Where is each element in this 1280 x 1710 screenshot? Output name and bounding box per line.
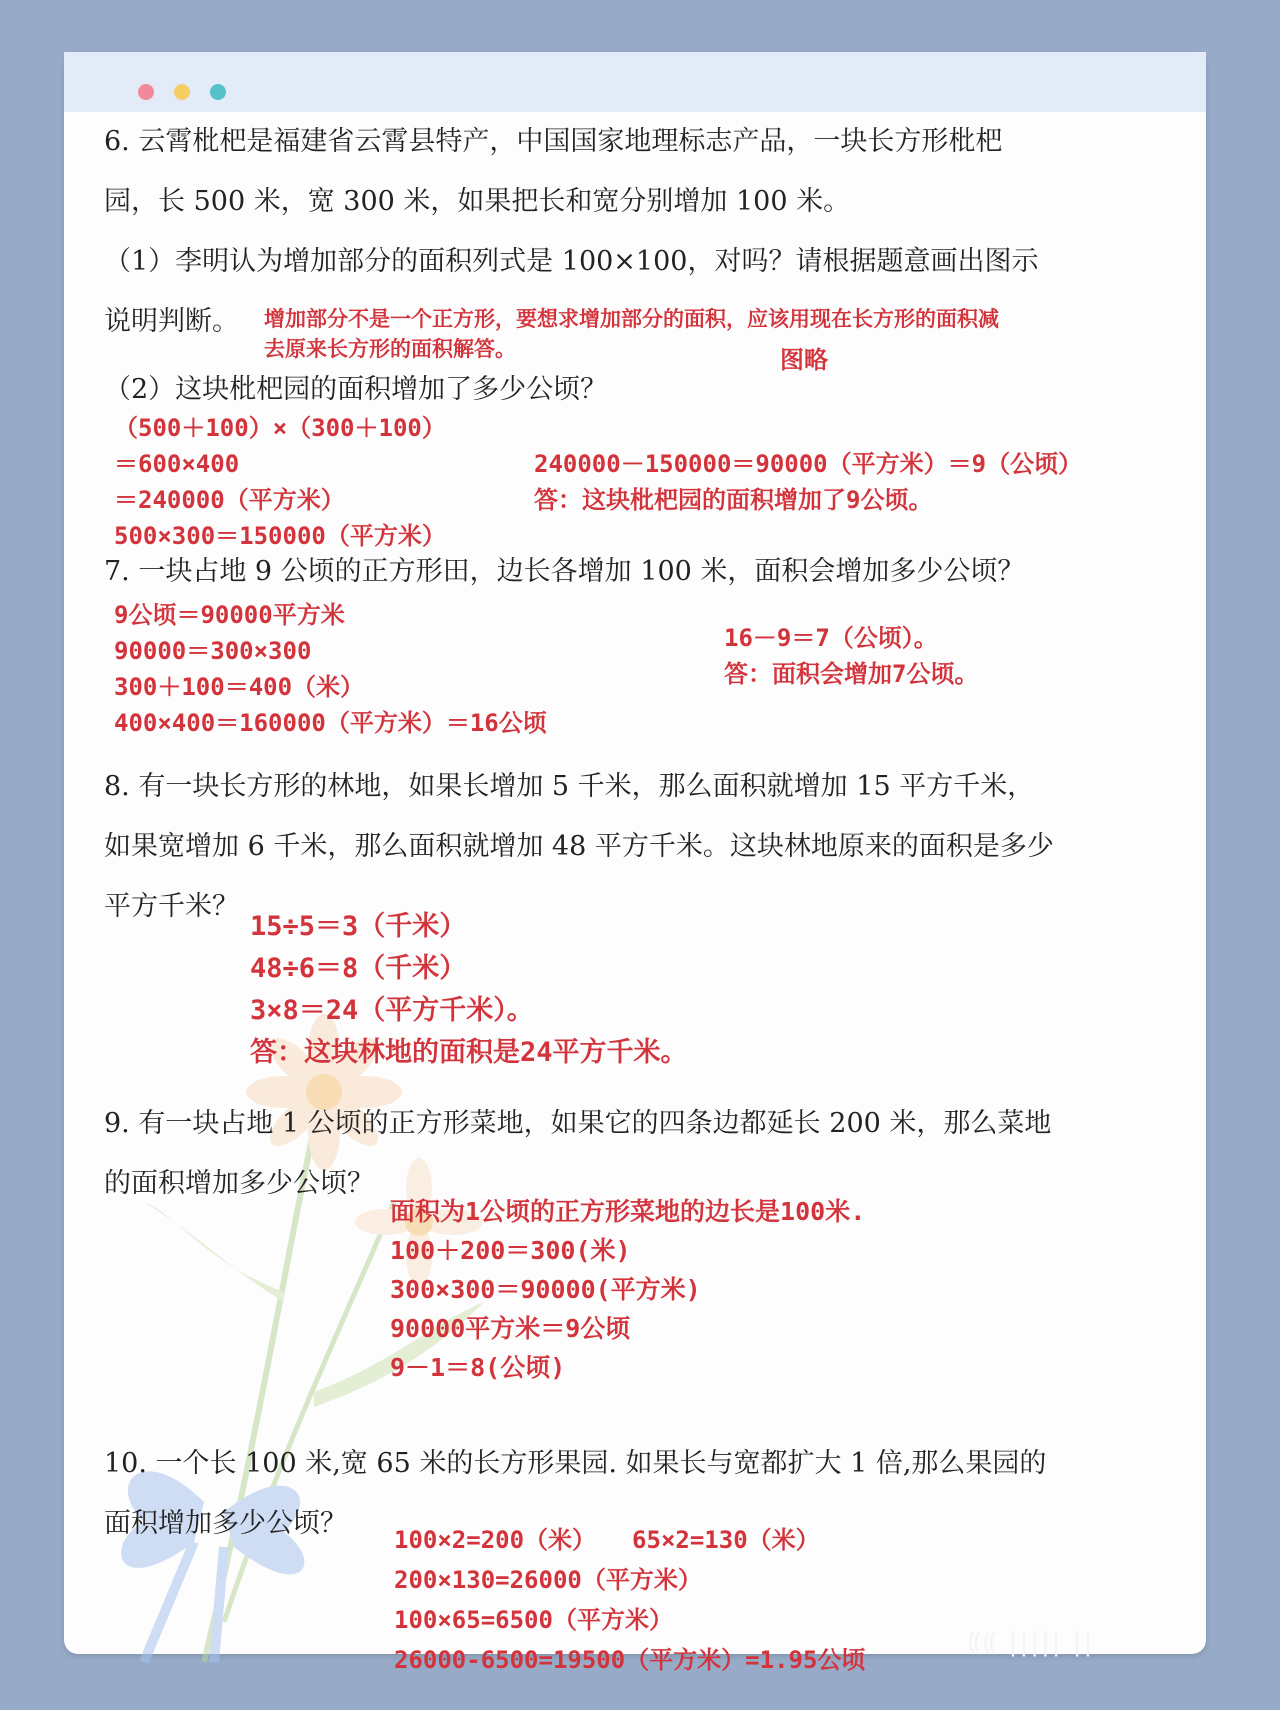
answer-work-right: 240000－150000＝90000（平方米）＝9（公顷） 答：这块枇杷园的面积增加了9公顷。 bbox=[534, 450, 1083, 514]
sub-question: 说明判断。 bbox=[104, 306, 239, 337]
question-text: 9. 有一块占地 1 公顷的正方形菜地，如果它的四条边都延长 200 米，那么菜地 bbox=[104, 1108, 1052, 1139]
question-text: 园，长 500 米，宽 300 米，如果把长和宽分别增加 100 米。 bbox=[104, 186, 851, 217]
red-dot bbox=[138, 84, 154, 100]
answer-work-right: 16－9＝7（公顷）。 答：面积会增加7公顷。 bbox=[724, 624, 979, 688]
question-text: 8. 有一块长方形的林地，如果长增加 5 千米，那么面积就增加 15 平方千米， bbox=[104, 771, 1035, 802]
answer-work: 100×2=200（米） 65×2=130（米） 200×130=26000（平方米） 100×65=6500（平方米） 26000-6500=19500（平方米）=1.95公顷 bbox=[394, 1526, 866, 1674]
sub-question: （2）这块枇杷园的面积增加了多少公顷？ bbox=[104, 374, 608, 405]
sub-question: （1）李明认为增加部分的面积列式是 100×100，对吗？请根据题意画出图示 bbox=[104, 246, 1039, 277]
question-text: 6. 云霄枇杷是福建省云霄县特产，中国国家地理标志产品，一块长方形枇杷 bbox=[104, 126, 1003, 157]
question-7 bbox=[104, 542, 1184, 602]
answer-work-left: 9公顷＝90000平方米 90000＝300×300 300＋100＝400（米） 400×400＝160000（平方米）＝16公顷 bbox=[114, 601, 547, 737]
question-text: 10. 一个长 100 米,宽 65 米的长方形果园. 如果长与宽都扩大 1 倍,那么果园的 bbox=[104, 1448, 1047, 1479]
answer-note: 图略 bbox=[780, 346, 828, 374]
answer-work-left: （500＋100）×（300＋100） ＝600×400 ＝240000（平方米） 500×300＝150000（平方米） bbox=[114, 414, 446, 550]
yellow-dot bbox=[174, 84, 190, 100]
question-text: 的面积增加多少公顷？ bbox=[104, 1168, 374, 1199]
question-text: 面积增加多少公顷？ bbox=[104, 1508, 347, 1539]
answer-work: 面积为1公顷的正方形菜地的边长是100米. 100＋200＝300(米) 300×300＝90000(平方米) 90000平方米＝9公顷 9－1＝8(公顷) bbox=[390, 1197, 866, 1382]
teal-dot bbox=[210, 84, 226, 100]
answer-explanation: 增加部分不是一个正方形，要想求增加部分的面积，应该用现在长方形的面积减 去原来长方形的面积解答。 bbox=[264, 307, 999, 361]
question-text: 7. 一块占地 9 公顷的正方形田，边长各增加 100 米，面积会增加多少公顷？ bbox=[104, 556, 1025, 587]
worksheet-card bbox=[64, 52, 1206, 1674]
question-text: 平方千米？ bbox=[104, 891, 239, 922]
answer-work: 15÷5＝3（千米） 48÷6＝8（千米） 3×8＝24（平方千米）。 答：这块林地的面积是24平方千米。 bbox=[250, 911, 688, 1068]
question-text: 如果宽增加 6 千米，那么面积就增加 48 平方千米。这块林地原来的面积是多少 bbox=[104, 831, 1054, 862]
window-titlebar bbox=[64, 52, 1206, 112]
watermark: ⸨⸨ ||||| || bbox=[968, 1627, 1095, 1657]
